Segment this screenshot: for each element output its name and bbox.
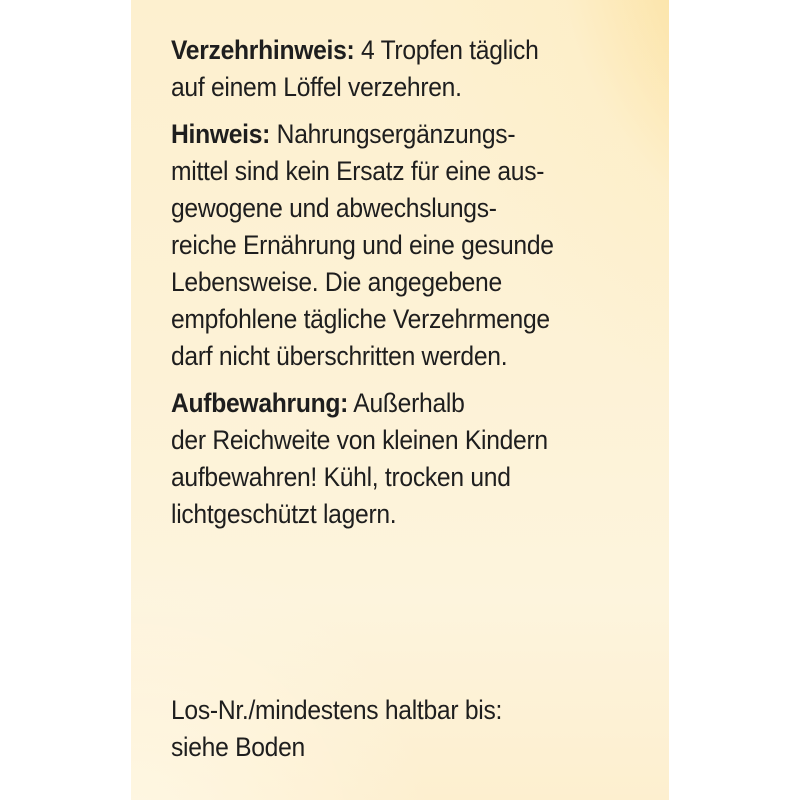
storage-heading: Aufbewahrung: — [171, 388, 349, 418]
note-text: Nahrungsergänzungs- — [270, 119, 516, 149]
intake-line-1 — [171, 32, 617, 69]
supplement-note — [171, 116, 617, 375]
lot-line-2: siehe Boden — [171, 732, 305, 762]
storage-instructions — [171, 385, 617, 533]
note-line-7: darf nicht überschritten werden. — [171, 341, 508, 371]
note-line-5: Lebensweise. Die angegebene — [171, 267, 502, 297]
storage-line-3: aufbewahren! Kühl, trocken und — [171, 462, 511, 492]
note-line-3: gewogene und abwechslungs- — [171, 193, 497, 223]
label-text-block — [171, 32, 617, 543]
storage-line-4: lichtgeschützt lagern. — [171, 499, 397, 529]
note-line-1 — [171, 116, 617, 153]
storage-text: Außerhalb — [348, 388, 465, 418]
lot-line-1: Los-Nr./mindestens haltbar bis: — [171, 695, 503, 725]
storage-line-1 — [171, 385, 617, 422]
storage-line-2: der Reichweite von kleinen Kindern — [171, 425, 548, 455]
product-label-panel — [131, 0, 669, 800]
note-heading: Hinweis: — [171, 119, 271, 149]
lot-number-note — [171, 692, 617, 766]
intake-text: 4 Tropfen täglich — [354, 35, 539, 65]
intake-heading: Verzehrhinweis: — [171, 35, 355, 65]
note-line-2: mittel sind kein Ersatz für eine aus- — [171, 156, 545, 186]
intake-instructions — [171, 32, 617, 106]
note-line-4: reiche Ernährung und eine gesunde — [171, 230, 554, 260]
intake-line-2: auf einem Löffel verzehren. — [171, 72, 462, 102]
note-line-6: empfohlene tägliche Verzehrmenge — [171, 304, 550, 334]
